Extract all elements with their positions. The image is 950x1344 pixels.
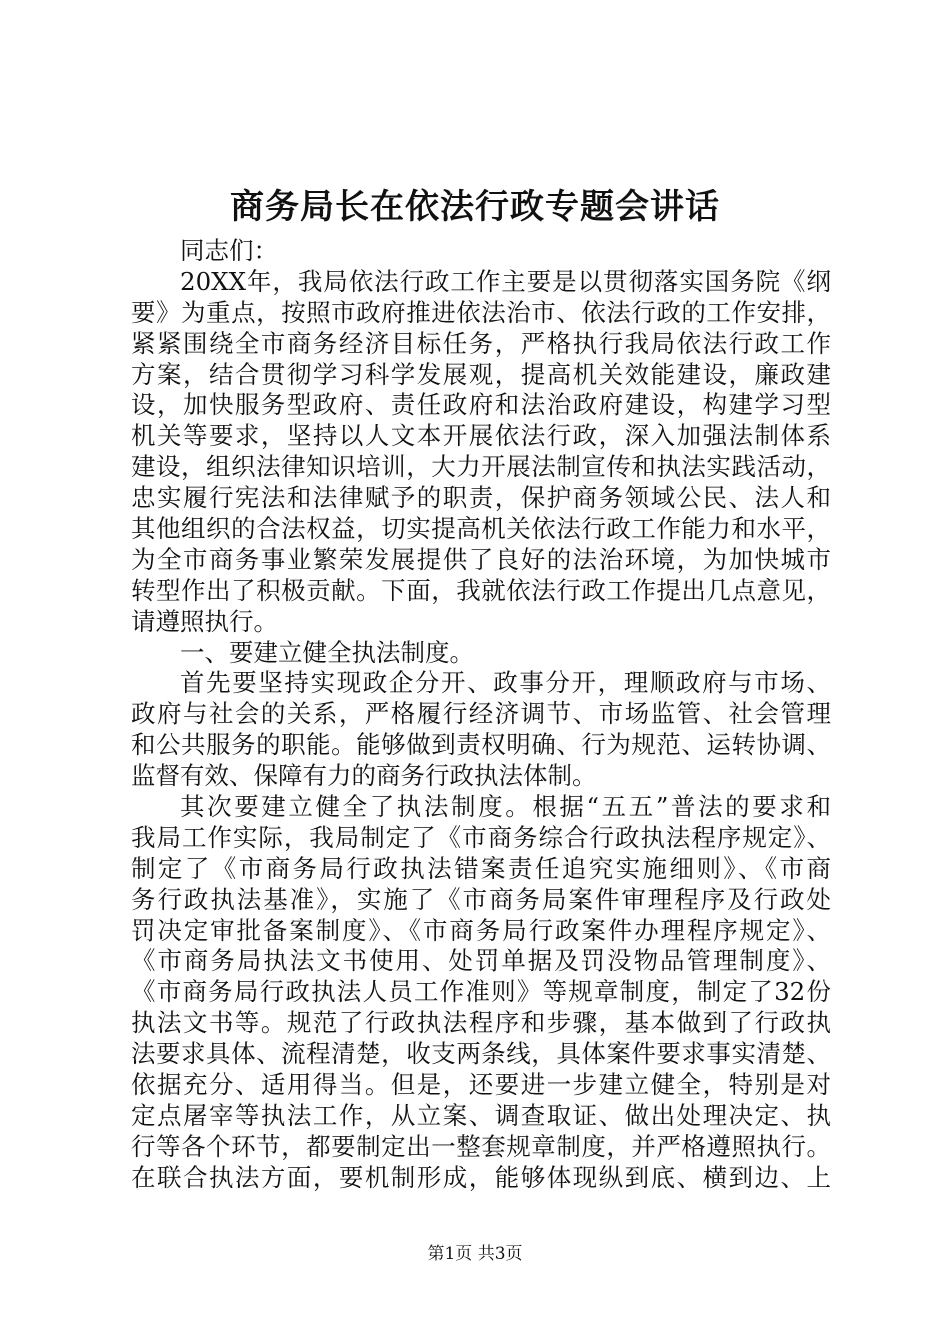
text-line: 要》为重点，按照市政府推进依法治市、依法行政的工作安排， bbox=[131, 297, 831, 327]
text-line: 建设，组织法律知识培训，大力开展法制宣传和执法实践活动， bbox=[131, 452, 831, 482]
text-line: 罚决定审批备案制度》、《市商务局行政案件办理程序规定》、 bbox=[131, 915, 831, 945]
text-line: 监督有效、保障有力的商务行政执法体制。 bbox=[131, 761, 597, 791]
text-line: 依据充分、适用得当。但是，还要进一步建立健全，特别是对 bbox=[131, 1070, 831, 1100]
section-heading: 一、要建立健全执法制度。 bbox=[180, 637, 474, 667]
text-line: 务行政执法基准》，实施了《市商务局案件审理程序及行政处 bbox=[131, 884, 831, 914]
text-line: 忠实履行宪法和法律赋予的职责，保护商务领域公民、法人和 bbox=[131, 483, 831, 513]
text-line: 《市商务局行政执法人员工作准则》等规章制度，制定了32份 bbox=[131, 977, 831, 1007]
text-line: 请遵照执行。 bbox=[131, 606, 278, 636]
text-line: 设，加快服务型政府、责任政府和法治政府建设，构建学习型 bbox=[131, 390, 831, 420]
text-line: 为全市商务事业繁荣发展提供了良好的法治环境，为加快城市 bbox=[131, 544, 831, 574]
text-line: 《市商务局执法文书使用、处罚单据及罚没物品管理制度》、 bbox=[131, 946, 831, 976]
text-line: 同志们： bbox=[180, 236, 278, 265]
text-line: 政府与社会的关系，严格履行经济调节、市场监管、社会管理 bbox=[131, 699, 831, 729]
text-line: 其他组织的合法权益，切实提高机关依法行政工作能力和水平， bbox=[131, 514, 831, 544]
text-line: 我局工作实际，我局制定了《市商务综合行政执法程序规定》、 bbox=[131, 822, 831, 852]
text-line: 执法文书等。规范了行政执法程序和步骤，基本做到了行政执 bbox=[131, 1008, 831, 1038]
text-line: 紧紧围绕全市商务经济目标任务，严格执行我局依法行政工作 bbox=[131, 328, 831, 358]
text-line: 在联合执法方面，要机制形成，能够体现纵到底、横到边、上 bbox=[131, 1162, 831, 1192]
text-line: 转型作出了积极贡献。下面，我就依法行政工作提出几点意见， bbox=[131, 575, 831, 605]
text-line: 其次要建立健全了执法制度。根据“五五”普法的要求和 bbox=[180, 792, 831, 822]
text-line: 机关等要求，坚持以人文本开展依法行政，深入加强法制体系 bbox=[131, 421, 831, 451]
text-line: 20XX年，我局依法行政工作主要是以贯彻落实国务院《纲 bbox=[180, 266, 831, 296]
text-line: 行等各个环节，都要制定出一整套规章制度，并严格遵照执行。 bbox=[131, 1131, 831, 1161]
page-number-footer: 第1页 共3页 bbox=[427, 1244, 523, 1264]
text-line: 首先要坚持实现政企分开、政事分开，理顺政府与市场、 bbox=[180, 668, 831, 698]
text-line: 和公共服务的职能。能够做到责权明确、行为规范、运转协调、 bbox=[131, 730, 831, 760]
text-line: 定点屠宰等执法工作，从立案、调查取证、做出处理决定、执 bbox=[131, 1100, 831, 1130]
document-title: 商务局长在依法行政专题会讲话 bbox=[230, 187, 720, 227]
text-line: 法要求具体、流程清楚，收支两条线，具体案件要求事实清楚、 bbox=[131, 1039, 831, 1069]
document-body bbox=[131, 236, 831, 1194]
text-line: 制定了《市商务局行政执法错案责任追究实施细则》、《市商 bbox=[131, 853, 831, 883]
text-line: 方案，结合贯彻学习科学发展观，提高机关效能建设，廉政建 bbox=[131, 359, 831, 389]
